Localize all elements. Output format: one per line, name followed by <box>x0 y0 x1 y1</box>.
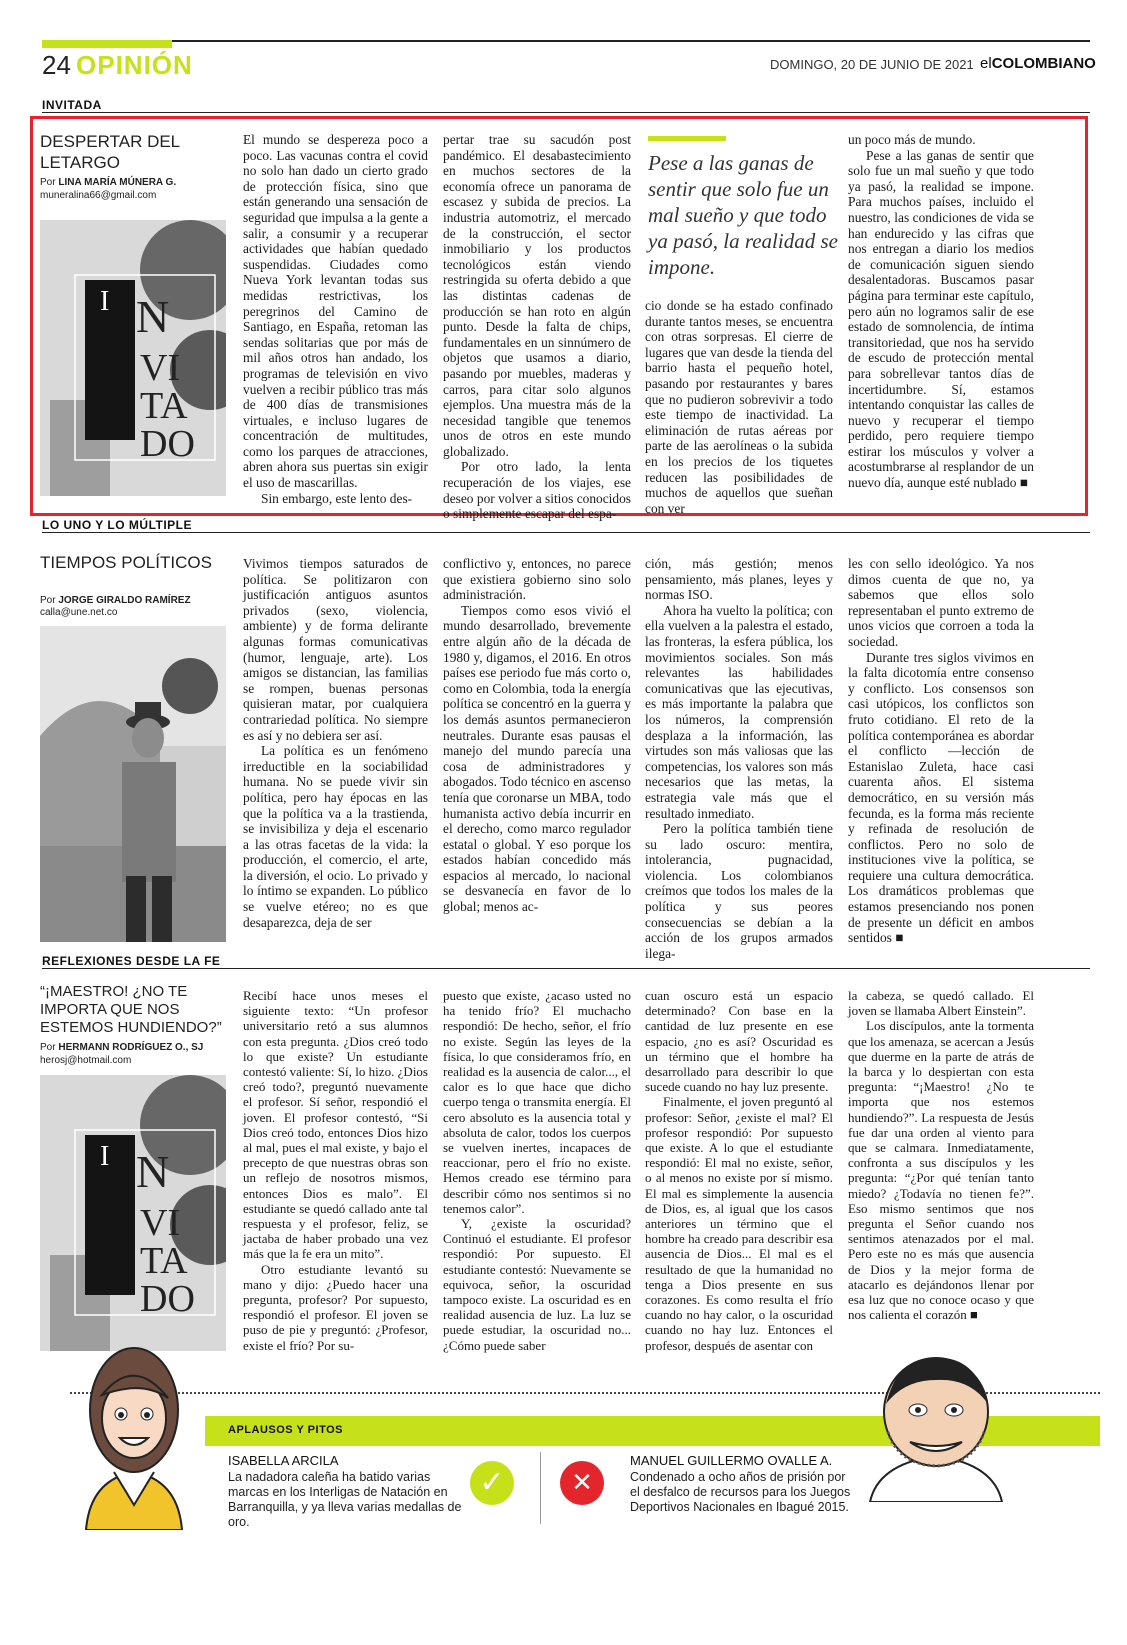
article-column-4 <box>848 988 1034 1322</box>
article-title: DESPERTAR DEL LETARGO <box>40 132 180 172</box>
byline-prefix: Por <box>40 595 56 606</box>
x-icon: ✕ <box>560 1461 604 1505</box>
byline <box>40 595 191 606</box>
caricature-woman-graphic <box>72 1340 197 1530</box>
paragraph: pertar trae su sacudón post pandémico. El desabastecimiento en muchos sectores de la economía ofrece un panorama de escasez y subida de precios. La industria automotriz, el mercado de la construcción, el sector inmobiliario y los productos tecnológicos están viendo restringida su oferta debido a que las distintas cadenas de producción se han roto en algún punto. Desde la falta de chips, fundamentales en un sinnúmero de objetos que usamos a diario, pasando por muebles, maderas y carros, para citar solo algunos ejemplos. Una muestra más de la necesidad tangible que tenemos unos de otros en este mundo globalizado. <box>443 132 631 459</box>
article-column-3 <box>645 988 833 1353</box>
invitado-photo <box>40 220 226 496</box>
section-accent-bar <box>42 40 172 48</box>
article-column-4 <box>848 556 1034 946</box>
author-email: herosj@hotmail.com <box>40 1055 132 1066</box>
paragraph: un poco más de mundo. <box>848 132 976 147</box>
author-email: calla@une.net.co <box>40 607 118 618</box>
invitado-photo <box>40 1075 226 1351</box>
paragraph: Recibí hace unos meses el siguiente texto: “Un profesor universitario retó a sus alumnos con esta pregunta. ¿Dios creó todo lo que existe? Un estudiante contestó valiente: Sí, lo hizo. ¿Dios creó todo?, preguntó nuevamente el profesor. Sí señor, respondió el joven. El profesor contestó, “Si Dios creó todo, entonces Dios hizo al mal, pues el mal existe, y bajo el precepto de que nuestras obras son un reflejo de nosotros mismos, entonces Dios es malo”. El estudiante se quedó callado ante tal respuesta y el profesor, feliz, se jactaba de haber probado una vez más que la fe era un mito”. <box>243 988 428 1262</box>
header-rule <box>42 40 1090 42</box>
article-column-2 <box>443 988 631 1353</box>
paragraph: Los discípulos, ante la tormenta que los amenaza, se acercan a Jesús que duerme en la parte de atrás de la barca y lo despiertan con esta pregunta: “¡Maestro! ¿No te importa que nos estemos hundiendo?”. La respuesta de Jesús fue dar una orden al viento para que se calmara. Inmediatamente, confronta a sus discípulos y les pregunta: “¿Por qué tenían tanto miedo? ¿Todavía no tienen fe?”. Eso mismo sentimos que nos pregunta el Señor cuando nos sentimos atenazados por el mal. Pero este no es más que ausencia de Dios y la mejor forma de atacarlo es dejándonos llenar por esa luz que no conoce ocaso y que nos calienta el corazón ■ <box>848 1018 1034 1323</box>
article-column-2 <box>443 556 631 915</box>
article-title: TIEMPOS POLÍTICOS <box>40 553 212 572</box>
paragraph: Vivimos tiempos saturados de política. Se politizaron con justificación antiguos asuntos privados (sexo, violencia, ambiente) y de forma delirante algunas formas comunicativas (humor, lenguaje, arte). Los amigos se distancian, las familias se rompen, buenas personas quisieran matar, por cualquiera contrariedad política. No siempre es así y no debiera ser así. <box>243 556 428 743</box>
logo-prefix: el <box>980 55 992 72</box>
paragraph: Por otro lado, la lenta recuperación de los viajes, ese deseo por volver a sitios conocidos o simplemente escapar del espa- <box>443 459 631 522</box>
aplauso-name: ISABELLA ARCILA <box>228 1453 339 1468</box>
author-photo-graphic <box>40 626 226 942</box>
logo-name: COLOMBIANO <box>991 55 1096 72</box>
author-name: HERMANN RODRÍGUEZ O., SJ <box>58 1042 204 1053</box>
edition-date: DOMINGO, 20 DE JUNIO DE 2021 <box>770 57 974 72</box>
author-name: LINA MARÍA MÚNERA G. <box>58 177 177 188</box>
pull-quote: Pese a las ganas de sentir que solo fue un mal sueño y que todo ya pasó, la realidad se impone. <box>648 151 838 279</box>
author-email: muneralina66@gmail.com <box>40 190 157 201</box>
section-title: OPINIÓN <box>76 50 193 80</box>
author-name: JORGE GIRALDO RAMÍREZ <box>58 595 191 606</box>
paragraph: conflictivo y, entonces, no parece que existiera gobierno sino solo administración. <box>443 556 631 603</box>
pito-text: Condenado a ocho años de prisión por el desfalco de recursos para los Juegos Deportivos Nacionales en Ibagué 2015. <box>630 1470 851 1514</box>
article-column-2 <box>443 132 631 522</box>
column-label-invitada: INVITADA <box>42 98 102 112</box>
paragraph: Finalmente, el joven preguntó al profesor: Señor, ¿existe el mal? El profesor respondió: Por supuesto que existe. A lo que el estudiante respondió: El mal no existe, señor, o al menos no existe por sí mismo. El mal es simplemente la ausencia de Dios, es, al igual que los casos anteriores un término que el hombre ha creado para describir esa ausencia de Dios... El mal es el resultado de que la humanidad no tenga a Dios presente en sus corazones. Es como resulta el frío cuando no hay calor, o la oscuridad cuando no hay luz. Entonces el profesor, después de asentar con <box>645 1094 833 1353</box>
photo-letter: VI <box>140 347 181 389</box>
check-icon: ✓ <box>470 1461 514 1505</box>
byline-prefix: Por <box>40 1042 56 1053</box>
paragraph: La política es un fenómeno irreductible en la sociabilidad humana. No se puede vivir sin política, pero hay épocas en las que la política va a la trastienda, se invisibiliza y deja el escenario a las otras facetas de la vida: la producción, el comercio, el arte, la diversión, el ocio. Lo privado y lo íntimo se expanden. Lo público se vuelve etéreo; no es que desaparezca, deja de ser <box>243 743 428 930</box>
paragraph: Otro estudiante levantó su mano y dijo: ¿Puedo hacer una pregunta, profesor? Por supuesto, respondió el profesor. El joven se puso de pie y preguntó: ¿Profesor, existe el frío? Por su- <box>243 1261 428 1353</box>
byline <box>40 1042 203 1053</box>
section-rule <box>42 112 1090 113</box>
invitado-graphic <box>40 1075 226 1351</box>
paragraph: puesto que existe, ¿acaso usted no ha tenido frío? El muchacho respondió: De hecho, señor, el frío no existe. Según las leyes de la física, lo que consideramos frío, en realidad es la ausencia de calor..., el calor es lo que hace que dicho cuerpo tenga o transmita energía. El cero absoluto es la ausencia total y absoluta de calor, todos los cuerpos se vuelven inertes, incapaces de reaccionar, pero el frío no existe. Hemos creado ese término para describir cómo nos sentimos si no tenemos calor”. <box>443 988 631 1216</box>
aplausos-title: APLAUSOS Y PITOS <box>228 1424 343 1436</box>
paragraph: Pese a las ganas de sentir que solo fue un mal sueño y que todo ya pasó, la realidad se impone. Para muchos países, incluido el nuestro, las condiciones de vida se han endurecido y las cifras que nos entregan a diario los medios de comunicación siguen siendo desalentadoras. Buscamos pasar página para terminar este capítulo, pero aún no logramos salir de ese estado de somnolencia, de íntima transitoriedad, que nos ha servido de escudo de protección mental para sobrellevar tantos días de incertidumbre. Sí, estamos intentando conquistar las calles de nuevo y recuperar el tiempo perdido, pero requiere tiempo estirar los músculos y volver a acostumbrarse al resplandor de un nuevo día, aunque esté nublado ■ <box>848 147 1034 491</box>
paragraph: la cabeza, se quedó callado. El joven se llamaba Albert Einstein”. <box>848 988 1034 1019</box>
photo-letter: TA <box>140 385 188 427</box>
author-photo <box>40 626 226 942</box>
photo-letter: I <box>100 286 110 317</box>
paragraph: ción, más gestión; menos pensamiento, más planes, leyes y normas ISO. <box>645 556 833 603</box>
article-column-1 <box>243 132 428 506</box>
section-rule <box>42 968 1090 969</box>
article-column-3 <box>645 556 833 961</box>
paragraph: Sin embargo, este lento des- <box>261 490 413 506</box>
caricature-man-graphic <box>858 1352 1013 1502</box>
pito-name: MANUEL GUILLERMO OVALLE A. <box>630 1453 833 1468</box>
paragraph: Ahora ha vuelto la política; con ella vuelven a la palestra el estado, las fronteras, la esfera pública, los movimientos sociales. Son más relevantes las habilidades comunicativas que las ejecutivas, es más importante la palabra que los números, la comprensión desplaza a la información, las virtudes son más valiosas que las competencias, los valores son más necesarios que las metas, la estrategia vale más que el resultado inmediato. <box>645 602 833 821</box>
section-rule <box>42 532 1090 533</box>
photo-letter: DO <box>140 1278 195 1320</box>
aplauso-text: La nadadora caleña ha batido varias marcas en los Interligas de Natación en Barranquilla, y ya lleva varias medallas de oro. <box>228 1470 462 1529</box>
byline-prefix: Por <box>40 177 56 188</box>
column-label-uno: LO UNO Y LO MÚLTIPLE <box>42 518 193 532</box>
pito-caricature <box>858 1352 1013 1502</box>
invitado-graphic <box>40 220 226 496</box>
paragraph: Tiempos como esos vivió el mundo desarrollado, brevemente entre algún año de la década de 1980 y, digamos, el 2016. En otros países ese periodo fue más corto o, como en Colombia, toda la energía política se concentró en la guerra y los demás asuntos permanecieron neutrales. Durante esas pausas el manejo del mundo parecía una cosa de administradores y abogados. Todo técnico en ascenso tenía que coronarse un MBA, todo humanista activo debía incurrir en el derecho, como marco regulador estatal o global. Y eso porque los estados habían concedido más espacios al mercado, lo nacional se desvanecía en favor de lo global; menos ac- <box>443 602 631 915</box>
photo-letter: N <box>136 291 170 342</box>
photo-letter: TA <box>140 1240 188 1282</box>
article-title: “¡MAESTRO! ¿NO TE IMPORTA QUE NOS ESTEMOS HUNDIENDO?” <box>40 983 222 1036</box>
photo-letter: DO <box>140 423 195 465</box>
aplauso-caricature <box>72 1340 197 1530</box>
paragraph: Durante tres siglos vivimos en la falta dicotomía entre consenso y conflicto. Los consensos son casi utópicos, los conflictos son fruto cotidiano. El reto de la política contemporánea es abordar el conflicto —lección de Estanislao Zuleta, hace casi cuarenta años. El sistema democrático, en su versión más fecunda, es la forma más reciente y refinada de resolución de conflictos. Pero no solo de instituciones vive la política, se requiere una cultura democrática. Los dramáticos problemas que estamos presenciando nos ponen de presente un déficit en ambos sentidos ■ <box>848 649 1034 946</box>
paragraph: les con sello ideológico. Ya nos dimos cuenta de que no, ya sabemos que ellos solo representaban el punto extremo de unos vicios que corroen a toda la sociedad. <box>848 556 1034 649</box>
photo-letter: N <box>136 1146 170 1197</box>
article-column-4 <box>848 132 1034 491</box>
article-column-3 <box>645 298 833 516</box>
pull-quote-bar <box>648 136 726 141</box>
column-label-fe: REFLEXIONES DESDE LA FE <box>42 954 221 968</box>
photo-letter: VI <box>140 1202 181 1244</box>
paragraph: El mundo se despereza poco a poco. Las vacunas contra el covid no solo han dado un cierto grado de protección física, sino que están generando una sensación de seguridad que impulsa a la gente a salir, a consumir y a recuperar actividades que habían quedado suspendidas. Ciudades como Nueva York levantan todas sus medidas restrictivas, los peregrinos del Camino de Santiago, en España, retoman las sendas solitarias que por más de mil años otros han andado, los programas de televisión en vivo vuelven a recibir público tras más de 400 días de transmisiones virtuales, e incluso lugares de concentración de multitudes, como los parques de atracciones, abren ahora sus puertas sin exigir el uso de mascarillas. <box>243 132 428 491</box>
article-column-1 <box>243 556 428 930</box>
byline <box>40 177 176 188</box>
paragraph: cio donde se ha estado confinado durante tantos meses, se encuentra con otras sorpresas. El cierre de lugares que van desde la tienda del barrio hasta el pequeño hotel, pasando por restaurantes y bares que no pudieron sobrevivir a todo este tiempo de inactividad. La eliminación de rutas aéreas por parte de las aerolíneas o la subida en los precios de los tiquetes reducen las posibilidades de muchos de aquellos que sueñan con ver <box>645 298 833 516</box>
photo-letter: I <box>100 1141 110 1172</box>
article-column-1 <box>243 988 428 1353</box>
paragraph: cuan oscuro está un espacio determinado? Con base en la cantidad de luz presente en ese espacio, ¿no es así? Oscuridad es un término que el hombre ha desarrollado para describir lo que sucede cuando no hay luz presente. <box>645 988 833 1095</box>
paragraph: Pero la política también tiene su lado oscuro: mentira, intolerancia, pugnacidad, violencia. Los colombianos creímos que todos los males de la política y sus peores consecuencias se debían a la acción de los grupos armados ilega- <box>645 821 833 961</box>
paragraph: Y, ¿existe la oscuridad? Continuó el estudiante. El profesor respondió: Por supuesto. El estudiante contestó: Nuevamente se equivoca, señor, la oscuridad tampoco existe. La oscuridad es en realidad ausencia de luz. La luz se puede estudiar, la oscuridad no... ¿Cómo puede saber <box>443 1216 631 1353</box>
newspaper-logo <box>980 55 1096 72</box>
page-number: 24 <box>42 50 71 80</box>
aplausos-divider <box>540 1452 541 1524</box>
